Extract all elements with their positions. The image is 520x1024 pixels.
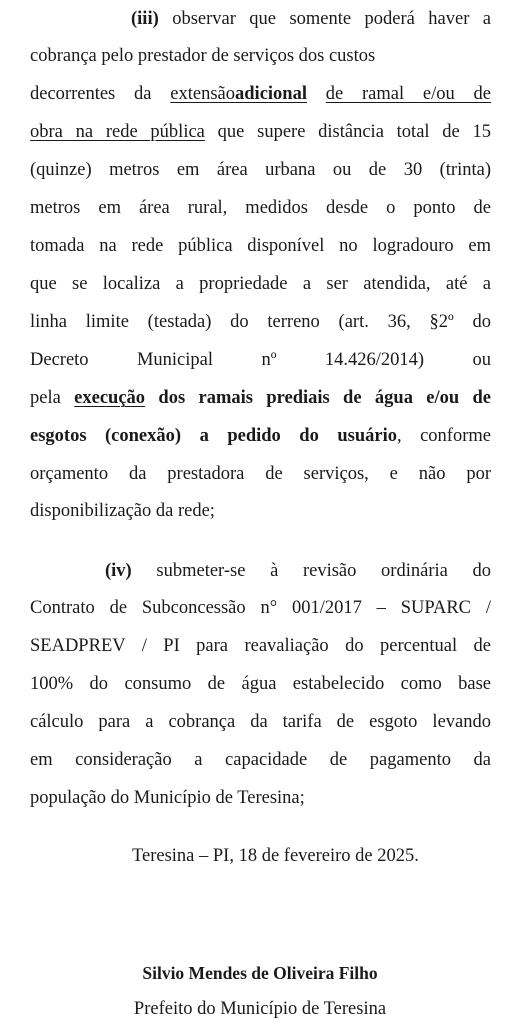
item-iii-text-11a: pela (30, 388, 61, 408)
signatory-name: Silvio Mendes de Oliveira Filho (142, 963, 378, 983)
item-iii-line-13: orçamento da prestadora de serviços, e não por (30, 464, 491, 484)
item-iii-text-12b: , conforme (396, 426, 491, 446)
word: ou (472, 350, 491, 370)
item-iii-text-3b: extensão (170, 84, 236, 104)
item-iv-line-3: SEADPREV / PI para reavaliação do percentual de (30, 636, 491, 656)
item-iv-line-1 (105, 560, 491, 582)
item-iii-line-3 (30, 83, 491, 105)
item-iii-label: (iii) (131, 9, 159, 29)
item-iii-text-3c: adicional (235, 84, 307, 104)
item-iii-line-5: (quinze) metros em área urbana ou de 30 (trinta) (30, 160, 491, 180)
item-iv-label: (iv) (105, 561, 132, 581)
item-iv-line-7: população do Município de Teresina; (30, 788, 305, 808)
item-iii-text-4a: obra na rede pública (30, 122, 205, 142)
item-iii-text-3d: de ramal e/ou de (325, 84, 491, 104)
signatory-title: Prefeito do Município de Teresina (133, 999, 387, 1019)
item-iii-line-6: metros em área rural, medidos desde o ponto de (30, 198, 491, 218)
item-iii-line-4 (30, 121, 491, 143)
item-iii-text-11c: dos ramais prediais de água e/ou de (158, 388, 492, 408)
item-iii-line-14: disponibilização da rede; (30, 501, 215, 521)
item-iii-text-1: observar que somente poderá haver a (172, 9, 492, 29)
word: 14.426/2014) (324, 350, 425, 370)
word: Decreto (30, 350, 89, 370)
item-iv-line-5: cálculo para a cobrança da tarifa de esgoto levando (30, 712, 491, 732)
item-iv-line-2: Contrato de Subconcessão n° 001/2017 – SUPARC / (30, 598, 491, 618)
item-iii-line-12 (30, 425, 491, 447)
item-iii-text-4b: que supere distância total de 15 (217, 122, 492, 142)
item-iii-line-2 (30, 45, 491, 67)
item-iii-text-3a: decorrentes da (30, 84, 152, 104)
item-iii-text-12a: esgotos (conexão) a pedido do usuário (30, 426, 397, 446)
item-iii-line-8: que se localiza a propriedade a ser atendida, até a (30, 274, 491, 294)
item-iii-line-11 (30, 387, 491, 409)
word: Municipal (136, 350, 214, 370)
item-iii-line-1 (131, 8, 491, 30)
item-iv-line-4: 100% do consumo de água estabelecido como base (30, 674, 491, 694)
date-line: Teresina – PI, 18 de fevereiro de 2025. (132, 846, 419, 866)
item-iii-text-2: cobrança pelo prestador de serviços dos custos (30, 46, 376, 66)
item-iii-line-9: linha limite (testada) do terreno (art. 36, §2º do (30, 312, 491, 332)
item-iii-line-10 (30, 349, 491, 371)
item-iii-text-11b: execução (74, 388, 146, 408)
item-iv-line-6: em consideração a capacidade de pagamento da (30, 750, 491, 770)
item-iv-text-1: submeter-se à revisão ordinária do (156, 561, 491, 581)
item-iii-line-7: tomada na rede pública disponível no logradouro em (30, 236, 491, 256)
word: nº (261, 350, 277, 370)
